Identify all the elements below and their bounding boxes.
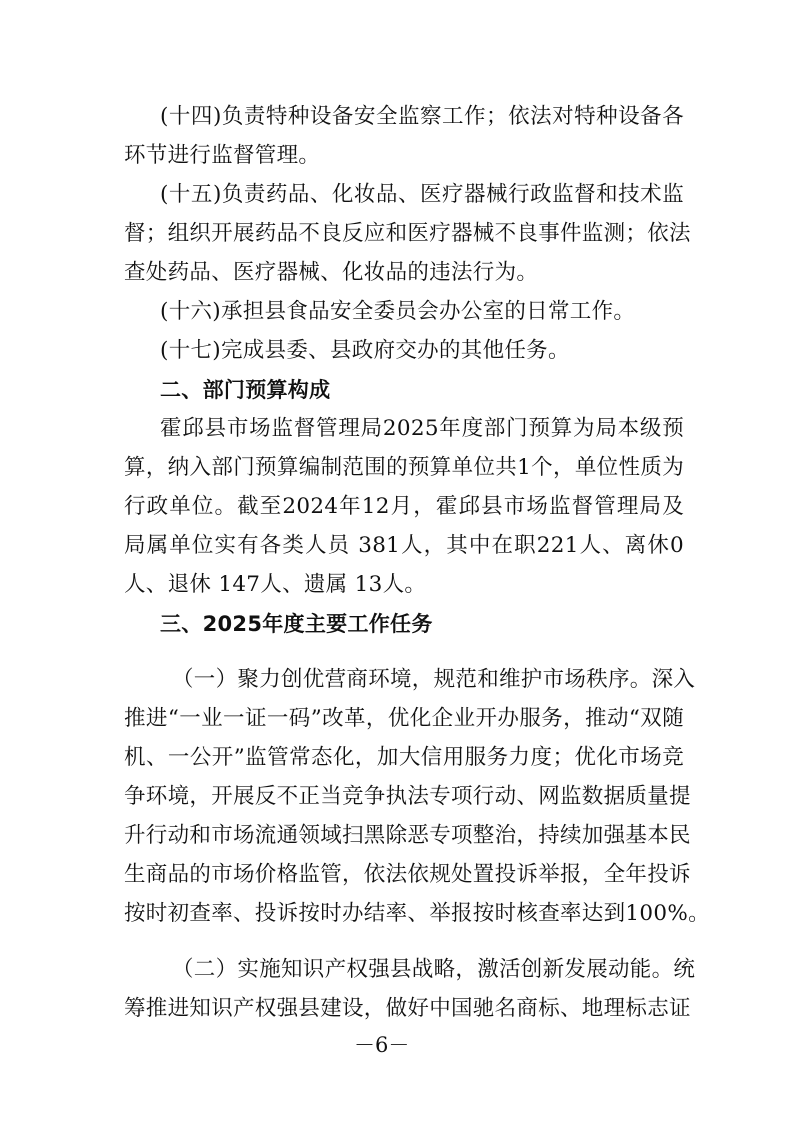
paragraph-line: 按时初查率、投诉按时办结率、举报按时核查率达到100%。 [124,901,710,926]
paragraph-line: (十七)完成县委、县政府交办的其他任务。 [160,338,570,363]
paragraph-line: 查处药品、医疗器械、化妆品的违法行为。 [124,260,539,285]
paragraph-line: (十五)负责药品、化妆品、医疗器械行政监督和技术监 [160,182,684,207]
paragraph-line: 行政单位。截至2024年12月，霍邱县市场监督管理局及 [124,494,684,519]
paragraph-line: 机、一公开”监管常态化，加大信用服务力度；优化市场竞 [124,745,684,770]
paragraph-line: 推进“一业一证一码”改革，优化企业开办服务，推动“双随 [124,706,684,731]
section-heading-3: 三、2025年度主要工作任务 [160,612,433,636]
paragraph-line: 生商品的市场价格监管，依法依规处置投诉举报，全年投诉 [124,862,691,887]
page-number: －6－ [354,1033,410,1057]
paragraph-line: （一）聚力创优营商环境，规范和维护市场秩序。深入 [172,667,696,692]
paragraph-line: (十四)负责特种设备安全监察工作；依法对特种设备各 [160,104,684,129]
paragraph-line: （二）实施知识产权强县战略，激活创新发展动能。统 [172,957,696,982]
paragraph-line: 筹推进知识产权强县建设，做好中国驰名商标、地理标志证 [124,996,691,1021]
paragraph-line: 局属单位实有各类人员 381人，其中在职221人、离休0 [124,533,684,558]
paragraph-line: 人、退休 147人、遗属 13人。 [124,572,427,597]
paragraph-line: 督；组织开展药品不良反应和医疗器械不良事件监测；依法 [124,221,691,246]
paragraph-line: 算，纳入部门预算编制范围的预算单位共1个，单位性质为 [124,455,684,480]
paragraph-line: 霍邱县市场监督管理局2025年度部门预算为局本级预 [160,416,684,441]
section-heading-2: 二、部门预算构成 [160,378,331,402]
paragraph-line: 环节进行监督管理。 [124,143,321,168]
paragraph-line: 升行动和市场流通领域扫黑除恶专项整治，持续加强基本民 [124,823,691,848]
paragraph-line: (十六)承担县食品安全委员会办公室的日常工作。 [160,299,636,324]
paragraph-line: 争环境，开展反不正当竞争执法专项行动、网监数据质量提 [124,784,691,809]
